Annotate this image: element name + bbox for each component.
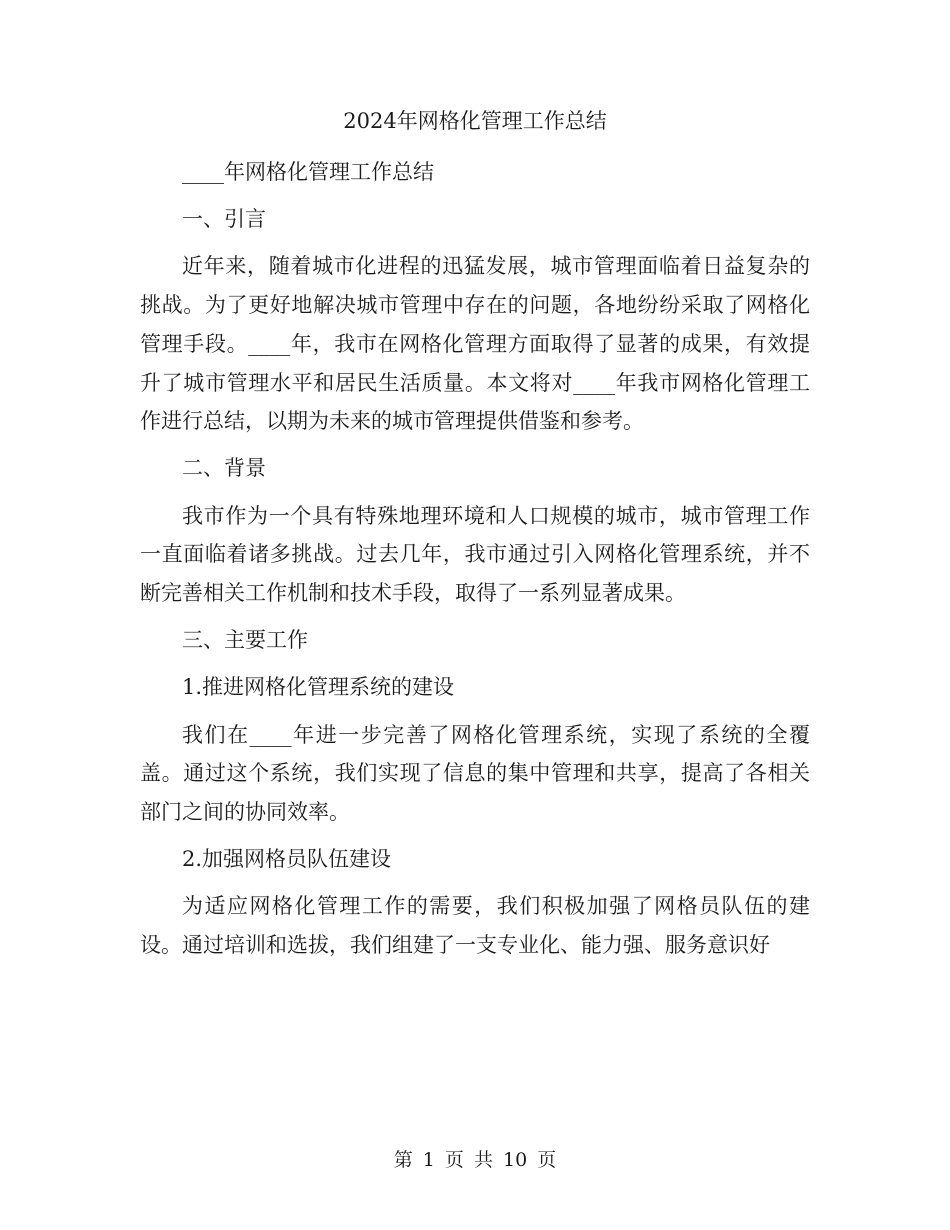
subheading-team-building: 2.加强网格员队伍建设 [182, 847, 392, 872]
subtitle-paragraph: ____年网格化管理工作总结 [182, 160, 434, 184]
page-footer: 第 1 页 共 10 页 [393, 1149, 557, 1171]
team-building-paragraph: 为适应网格化管理工作的需要，我们积极加强了网格员队伍的建设。通过培训和选拔，我们组建了一支专业化、能力强、服务意识好 [140, 894, 810, 958]
system-construction-paragraph: 我们在____年进一步完善了网格化管理系统，实现了系统的全覆盖。通过这个系统，我们实现了信息的集中管理和共享，提高了各相关部门之间的协同效率。 [140, 722, 810, 825]
background-paragraph: 我市作为一个具有特殊地理环境和人口规模的城市，城市管理工作一直面临着诸多挑战。过去几年，我市通过引入网格化管理系统，并不断完善相关工作机制和技术手段，取得了一系列显著成果。 [140, 503, 810, 606]
subheading-system-construction: 1.推进网格化管理系统的建设 [182, 675, 455, 700]
document-body [140, 153, 810, 973]
section-heading-background: 二、背景 [182, 456, 266, 481]
introduction-paragraph: 近年来，随着城市化进程的迅猛发展，城市管理面临着日益复杂的挑战。为了更好地解决城市管理中存在的问题，各地纷纷采取了网格化管理手段。____年，我市在网格化管理方面取得了显著的成果，有效提升了城市管理水平和居民生活质量。本文将对____年我市网格化管理工作进行总结，以期为未来的城市管理提供借鉴和参考。 [140, 254, 810, 434]
section-heading-main-work: 三、主要工作 [182, 628, 308, 653]
document-title: 2024年网格化管理工作总结 [343, 109, 607, 133]
section-heading-introduction: 一、引言 [182, 207, 266, 232]
